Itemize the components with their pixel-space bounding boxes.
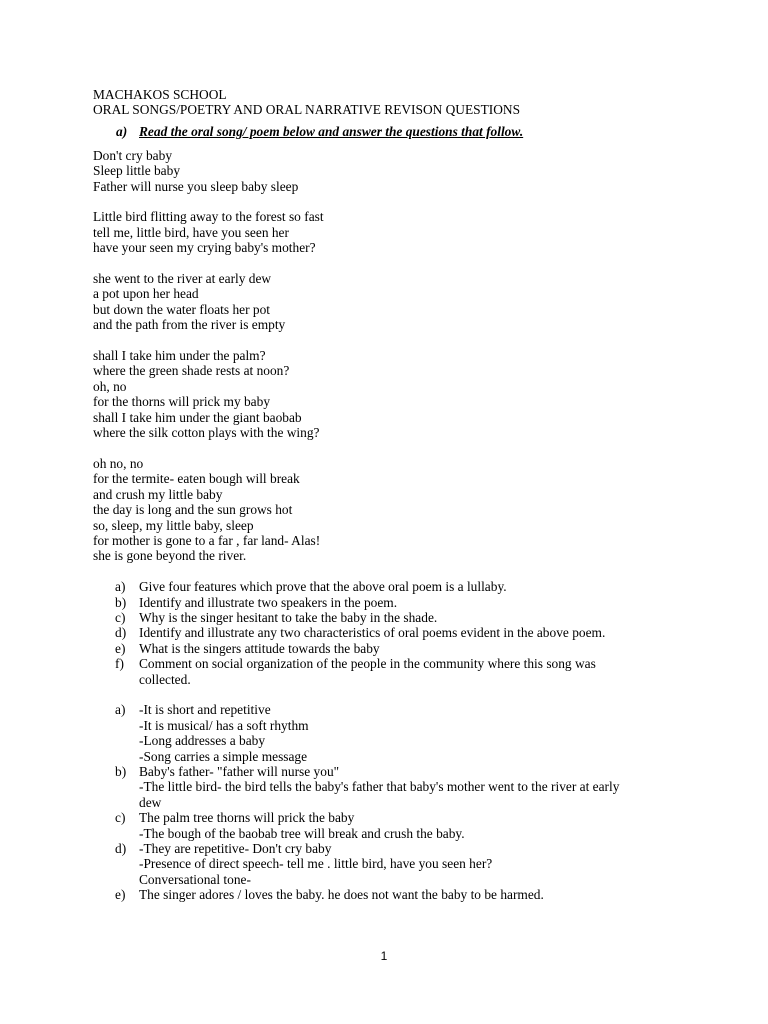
poem-line: tell me, little bird, have you seen her [93, 224, 289, 240]
poem-line: where the silk cotton plays with the wing? [93, 425, 320, 441]
poem-stanza [93, 148, 673, 194]
answer-item-label: d) [115, 841, 127, 856]
answer-item-text: dew [139, 794, 162, 810]
instruction-text: Read the oral song/ poem below and answer the questions that follow. [139, 123, 524, 139]
question-item-label: f) [115, 656, 124, 672]
answer-item [115, 702, 673, 764]
poem-line: shall I take him under the palm? [93, 348, 266, 364]
answer-item [115, 810, 673, 841]
poem-line: and crush my little baby [93, 486, 223, 502]
answer-item-text: Baby's father- "father will nurse you" [139, 763, 340, 779]
poem-line: oh, no [93, 378, 127, 394]
answer-item-text: The palm tree thorns will prick the baby [139, 810, 355, 826]
school-name: MACHAKOS SCHOOL [93, 87, 227, 102]
poem-line: oh no, no [93, 455, 144, 471]
answer-item-label: b) [115, 763, 127, 779]
poem-line: Don't cry baby [93, 147, 173, 163]
poem-line: have your seen my crying baby's mother? [93, 240, 316, 256]
question-item-text: Identify and illustrate any two characteristics of oral poems evident in the above poem. [139, 625, 606, 641]
poem-line: Father will nurse you sleep baby sleep [93, 178, 299, 194]
question-item-text: Why is the singer hesitant to take the baby in the shade. [139, 609, 438, 625]
answer-item-text: -Song carries a simple message [139, 748, 308, 764]
question-item-label: a) [115, 579, 126, 595]
question-item [115, 641, 673, 656]
poem-line: she is gone beyond the river. [93, 548, 247, 564]
answer-item-text: -Long addresses a baby [139, 733, 266, 749]
answer-item-text: -It is musical/ has a soft rhythm [139, 717, 309, 733]
instruction [116, 124, 673, 140]
answer-item-text: -The little bird- the bird tells the baby's father that baby's mother went to the river at early [139, 779, 620, 795]
poem [93, 148, 673, 564]
question-item-text: Identify and illustrate two speakers in the poem. [139, 594, 398, 610]
answer-item [115, 841, 673, 887]
poem-line: a pot upon her head [93, 286, 199, 302]
question-item-label: d) [115, 625, 127, 641]
poem-stanza [93, 348, 673, 440]
answer-item [115, 887, 673, 902]
question-item [115, 579, 673, 594]
poem-stanza [93, 209, 673, 255]
question-item-text: What is the singers attitude towards the baby [139, 640, 380, 656]
answer-item-label: e) [115, 887, 126, 903]
question-item [115, 595, 673, 610]
instruction-label: a) [116, 123, 128, 139]
question-item [115, 656, 673, 687]
answer-item-label: a) [115, 702, 126, 718]
poem-line: Sleep little baby [93, 163, 181, 179]
answer-item-text: -Presence of direct speech- tell me . little bird, have you seen her? [139, 856, 493, 872]
answer-item-text: -The bough of the baobab tree will break and crush the baby. [139, 825, 465, 841]
poem-line: for mother is gone to a far , far land- Alas! [93, 532, 321, 548]
answer-item [115, 764, 673, 810]
poem-line: shall I take him under the giant baobab [93, 409, 302, 425]
question-item-text: Give four features which prove that the above oral poem is a lullaby. [139, 579, 507, 595]
answer-list [115, 702, 673, 902]
poem-line: she went to the river at early dew [93, 271, 272, 287]
poem-line: for the termite- eaten bough will break [93, 471, 300, 487]
question-item [115, 610, 673, 625]
poem-line: the day is long and the sun grows hot [93, 502, 293, 518]
document-title: ORAL SONGS/POETRY AND ORAL NARRATIVE REVISON QUESTIONS [93, 102, 521, 118]
poem-line: and the path from the river is empty [93, 317, 286, 333]
question-item-label: c) [115, 609, 126, 625]
question-item [115, 625, 673, 640]
question-list [115, 579, 673, 687]
document-page [93, 87, 673, 903]
poem-stanza [93, 271, 673, 333]
page-number: 1 [380, 949, 388, 963]
question-item-label: b) [115, 594, 127, 610]
answer-item-text: -They are repetitive- Don't cry baby [139, 841, 332, 856]
poem-line: so, sleep, my little baby, sleep [93, 517, 254, 533]
answer-item-text: Conversational tone- [139, 871, 251, 887]
question-item-label: e) [115, 640, 126, 656]
answer-item-text: The singer adores / loves the baby. he does not want the baby to be harmed. [139, 887, 544, 903]
poem-line: but down the water floats her pot [93, 301, 271, 317]
poem-line: Little bird flitting away to the forest so fast [93, 209, 324, 225]
poem-stanza [93, 456, 673, 564]
question-item-text: collected. [139, 671, 191, 687]
question-item-text: Comment on social organization of the people in the community where this song was [139, 656, 596, 672]
answer-item-text: -It is short and repetitive [139, 702, 271, 718]
poem-line: where the green shade rests at noon? [93, 363, 290, 379]
answer-item-label: c) [115, 810, 126, 826]
poem-line: for the thorns will prick my baby [93, 394, 271, 410]
